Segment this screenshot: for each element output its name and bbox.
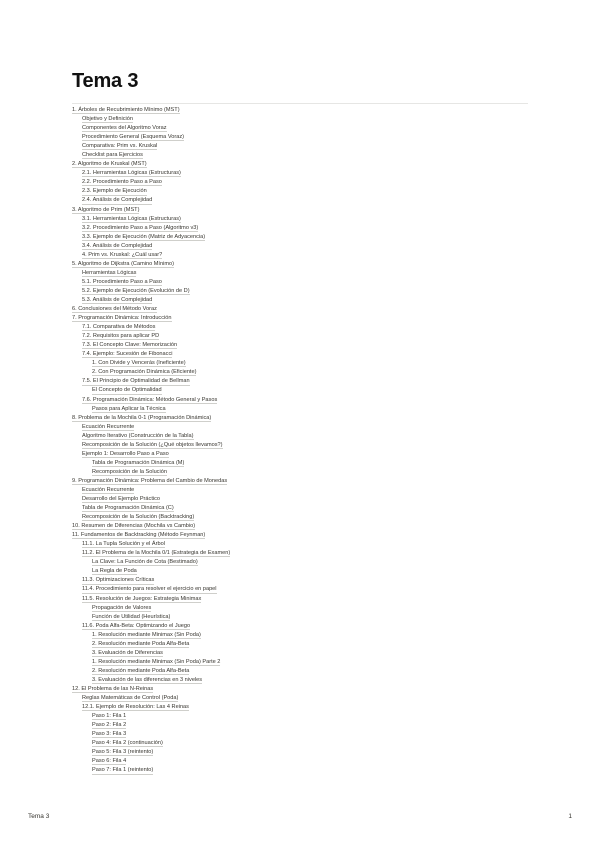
toc-entry[interactable] [72,386,532,395]
toc-entry[interactable] [72,169,532,178]
toc-entry[interactable] [72,441,532,450]
toc-entry[interactable] [72,459,532,468]
toc-entry[interactable] [72,504,532,513]
toc-entry-link[interactable]: 11.4. Procedimiento para resolver el ejercicio en papel [82,586,217,593]
toc-entry-link[interactable]: Componentes del Algoritmo Voraz [82,125,167,132]
toc-entry[interactable] [72,495,532,504]
toc-entry-link[interactable]: 1. Resolución mediante Minimax (Sin Poda) Parte 2 [92,658,221,665]
toc-entry[interactable] [72,432,532,441]
toc-entry-link[interactable]: Propagación de Valores [92,604,152,611]
toc-entry[interactable] [72,359,532,368]
toc-entry-link[interactable]: Algoritmo Iterativo (Construcción de la Tabla) [82,432,194,439]
toc-entry[interactable] [72,368,532,377]
toc-entry[interactable] [72,540,532,549]
toc-entry-link[interactable]: La Clave: La Función de Cota (Bestimado) [92,559,198,566]
toc-entry[interactable] [72,712,532,721]
toc-entry-link[interactable]: 2.1. Herramientas Lógicas (Estructuras) [82,170,181,177]
toc-entry[interactable] [72,522,532,531]
toc-entry[interactable] [72,766,532,775]
toc-entry-link[interactable]: 3. Evaluación de las diferencias en 3 niveles [92,676,203,683]
toc-entry[interactable] [72,341,532,350]
toc-entry-link[interactable]: 2. Con Programación Dinámica (Eficiente) [92,369,197,376]
toc-entry-link[interactable]: 12. El Problema de las N-Reinas [72,686,154,692]
toc-entry-link[interactable]: 3. Algoritmo de Prim (MST) [72,206,140,213]
toc-entry[interactable] [72,196,532,205]
toc-entry-link[interactable]: 11.2. El Problema de la Mochila 0/1 (Estrategia de Examen) [82,550,231,557]
page-number: 1 [568,813,572,820]
toc-entry[interactable] [72,133,532,142]
toc-entry[interactable] [72,215,532,224]
toc-entry-link[interactable]: Comparativa: Prim vs. Kruskal [82,143,158,150]
toc-entry[interactable] [72,694,532,703]
toc-entry-link[interactable]: 11.6. Poda Alfa-Beta: Optimizando el Juego [82,622,191,629]
toc-entry[interactable] [72,278,532,287]
toc-entry-link[interactable]: 1. Árboles de Recubrimiento Mínimo (MST) [72,107,180,113]
toc-entry-link[interactable]: 3.1. Herramientas Lógicas (Estructuras) [82,215,181,222]
toc-entry-link[interactable]: Pasos para Aplicar la Técnica [92,405,166,412]
toc-entry[interactable] [72,106,532,115]
toc-entry-link[interactable]: Ecuación Recurrente [82,423,135,430]
toc-entry[interactable] [72,269,532,278]
table-of-contents [72,106,532,775]
toc-entry-link[interactable]: 2. Algoritmo de Kruskal (MST) [72,161,147,168]
toc-entry-link[interactable]: 2. Resolución mediante Poda Alfa-Beta [92,667,190,674]
title-divider [72,103,528,104]
toc-entry-link[interactable]: 2.4. Análisis de Complejidad [82,197,153,204]
toc-entry-link[interactable]: Función de Utilidad (Heurística) [92,613,171,620]
toc-entry-link[interactable]: 11.3. Optimizaciones Críticas [82,577,155,584]
toc-entry[interactable] [72,658,532,667]
toc-entry-link[interactable]: 5.1. Procedimiento Paso a Paso [82,278,162,285]
toc-entry-link[interactable]: Objetivo y Definición [82,116,133,123]
toc-entry[interactable] [72,576,532,585]
toc-entry-link[interactable]: Recomposición de la Solución (¿Qué objetos llevamos?) [82,441,223,448]
toc-entry[interactable] [72,377,532,386]
toc-entry-link[interactable]: 4. Prim vs. Kruskal: ¿Cuál usar? [82,251,163,258]
toc-entry[interactable] [72,595,532,604]
toc-entry[interactable] [72,730,532,739]
toc-entry[interactable] [72,676,532,685]
toc-entry-link[interactable]: 6. Conclusiones del Método Voraz [72,306,157,313]
toc-entry-link[interactable]: El Concepto de Optimalidad [92,387,162,394]
toc-entry[interactable] [72,115,532,124]
toc-entry[interactable] [72,685,532,694]
toc-entry[interactable] [72,604,532,613]
toc-entry[interactable] [72,549,532,558]
toc-entry-link[interactable]: Procedimiento General (Esquema Voraz) [82,134,184,141]
toc-entry-link[interactable]: 2.3. Ejemplo de Ejecución [82,188,147,195]
toc-entry-link[interactable]: 7.1. Comparativa de Métodos [82,324,156,331]
toc-entry[interactable] [72,450,532,459]
toc-entry-link[interactable]: Paso 3: Fila 3 [92,731,127,738]
toc-entry[interactable] [72,287,532,296]
toc-entry[interactable] [72,622,532,631]
toc-entry-link[interactable]: 11.5. Resolución de Juegos: Estrategia Minimax [82,595,202,602]
toc-entry-link[interactable]: Paso 7: Fila 1 (reintento) [92,767,154,774]
toc-entry-link[interactable]: Paso 6: Fila 4 [92,758,127,765]
toc-entry[interactable] [72,721,532,730]
toc-entry-link[interactable]: Desarrollo del Ejemplo Práctico [82,496,161,503]
toc-entry-link[interactable]: Herramientas Lógicas [82,269,137,276]
toc-entry-link[interactable]: 7. Programación Dinámica: Introducción [72,315,172,322]
toc-entry-link[interactable]: 3.2. Procedimiento Paso a Paso (Algoritmo v3) [82,224,199,231]
toc-entry[interactable] [72,513,532,522]
footer-title: Tema 3 [28,813,50,820]
toc-entry[interactable] [72,739,532,748]
toc-entry-link[interactable]: Paso 1: Fila 1 [92,713,127,720]
toc-entry-link[interactable]: 3.3. Ejemplo de Ejecución (Matriz de Adyacencia) [82,233,206,240]
toc-entry-link[interactable]: Paso 4: Fila 2 (continuación) [92,740,163,747]
toc-entry-link[interactable]: 1. Resolución mediante Minimax (Sin Poda) [92,631,201,638]
toc-entry[interactable] [72,477,532,486]
toc-entry[interactable] [72,423,532,432]
toc-entry-link[interactable]: 3.4. Análisis de Complejidad [82,242,153,249]
toc-entry[interactable] [72,296,532,305]
toc-entry[interactable] [72,468,532,477]
toc-entry[interactable] [72,703,532,712]
toc-entry-link[interactable]: 7.6. Programación Dinámica: Método General y Pasos [82,396,218,403]
toc-entry-link[interactable]: 5.3. Análisis de Complejidad [82,296,153,303]
toc-entry[interactable] [72,151,532,160]
toc-entry[interactable] [72,613,532,622]
toc-entry-link[interactable]: 10. Resumen de Diferencias (Mochila vs Cambio) [72,523,196,530]
toc-entry-link[interactable]: Reglas Matemáticas de Control (Poda) [82,695,179,702]
toc-entry[interactable] [72,224,532,233]
toc-entry-link[interactable]: Tabla de Programación Dinámica (C) [82,505,174,512]
toc-entry-link[interactable]: 1. Con Divide y Vencerás (Ineficiente) [92,360,186,367]
toc-entry-link[interactable]: Paso 2: Fila 2 [92,722,127,729]
toc-entry-link[interactable]: 11.1. La Tupla Solución y el Árbol [82,541,165,548]
toc-entry-link[interactable]: Checklist para Ejercicios [82,152,143,159]
toc-entry[interactable] [72,486,532,495]
toc-entry-link[interactable]: Recomposición de la Solución (Backtracking) [82,514,195,521]
toc-entry[interactable] [72,558,532,567]
toc-entry[interactable] [72,667,532,676]
toc-entry-link[interactable]: 7.4. Ejemplo: Sucesión de Fibonacci [82,351,173,358]
toc-entry-link[interactable]: 7.5. El Principio de Optimalidad de Bellman [82,378,190,385]
toc-entry-link[interactable]: 2.2. Procedimiento Paso a Paso [82,179,162,186]
toc-entry[interactable] [72,187,532,196]
toc-entry[interactable] [72,260,532,269]
toc-entry[interactable] [72,305,532,314]
toc-entry[interactable] [72,350,532,359]
toc-entry[interactable] [72,405,532,414]
toc-entry-link[interactable]: 5. Algoritmo de Dijkstra (Camino Mínimo) [72,260,174,267]
toc-entry[interactable] [72,142,532,151]
toc-entry-link[interactable]: 8. Problema de la Mochila 0-1 (Programación Dinámica) [72,414,212,421]
toc-entry-link[interactable]: 7.2. Requisitos para aplicar PD [82,333,160,340]
toc-entry-link[interactable]: 9. Programación Dinámica: Problema del Cambio de Monedas [72,477,228,484]
toc-entry-link[interactable]: La Regla de Poda [92,568,137,575]
toc-entry-link[interactable]: 3. Evaluación de Diferencias [92,649,163,656]
toc-entry[interactable] [72,585,532,594]
toc-entry-link[interactable]: 12.1. Ejemplo de Resolución: Las 4 Reinas [82,704,189,711]
toc-entry[interactable] [72,314,532,323]
toc-entry[interactable] [72,206,532,215]
toc-entry[interactable] [72,124,532,133]
toc-entry[interactable] [72,757,532,766]
toc-entry[interactable] [72,414,532,423]
toc-entry-link[interactable]: 7.3. El Concepto Clave: Memorización [82,342,178,349]
toc-entry[interactable] [72,396,532,405]
toc-entry-link[interactable]: Ejemplo 1: Desarrollo Paso a Paso [82,450,169,457]
toc-entry[interactable] [72,567,532,576]
toc-entry[interactable] [72,178,532,187]
toc-entry-link[interactable]: 11. Fundamentos de Backtracking (Método Feynman) [72,532,206,539]
page-title: Tema 3 [72,70,139,92]
toc-entry[interactable] [72,631,532,640]
toc-entry[interactable] [72,251,532,260]
toc-entry[interactable] [72,649,532,658]
toc-entry-link[interactable]: Tabla de Programación Dinámica (M) [92,459,185,466]
toc-entry[interactable] [72,323,532,332]
toc-entry[interactable] [72,640,532,649]
toc-entry-link[interactable]: 5.2. Ejemplo de Ejecución (Evolución de D) [82,287,190,294]
toc-entry-link[interactable]: Paso 5: Fila 3 (reintento) [92,749,154,756]
toc-entry-link[interactable]: Recomposición de la Solución [92,468,167,475]
toc-entry[interactable] [72,531,532,540]
toc-entry-link[interactable]: 2. Resolución mediante Poda Alfa-Beta [92,640,190,647]
toc-entry-link[interactable]: Ecuación Recurrente [82,486,135,493]
toc-entry[interactable] [72,748,532,757]
toc-entry[interactable] [72,332,532,341]
toc-entry[interactable] [72,242,532,251]
toc-entry[interactable] [72,160,532,169]
toc-entry[interactable] [72,233,532,242]
